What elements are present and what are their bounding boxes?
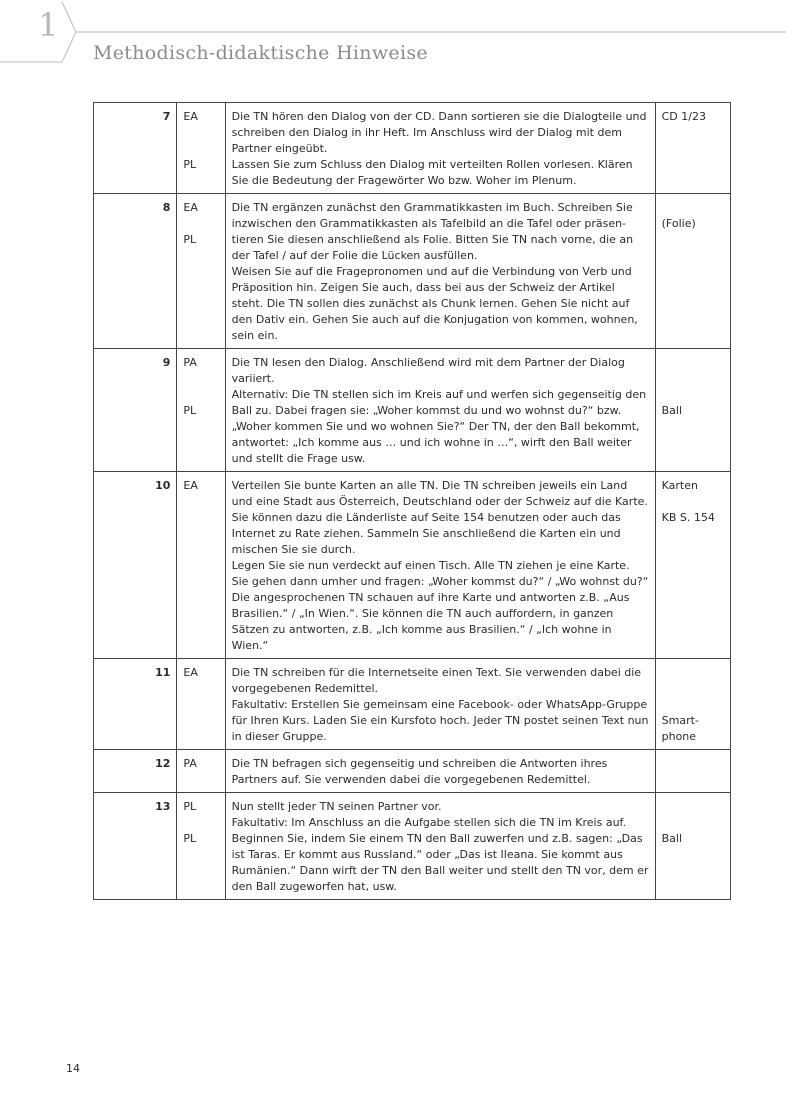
materials-cell	[655, 349, 730, 472]
step-number: 11	[94, 659, 177, 750]
table-row	[94, 793, 731, 900]
instruction-cell	[225, 659, 655, 750]
materials-cell	[655, 793, 730, 900]
material-item	[662, 200, 724, 216]
material-item	[662, 665, 724, 681]
instruction-paragraph: Fakultativ: Im Anschluss an die Aufgabe stellen sich die TN im Kreis auf. Beginnen Sie, indem Sie einem TN den Ball zuwerfen und z.B. sagen: „Das ist Taras. Er kommt aus Russland.“ oder „Das ist Ileana. Sie kommt aus Rumänien.“ Dann wirft der TN den Ball weiter und stellt den TN vor, dem er den Ball zugeworfen hat, usw.	[231, 816, 649, 893]
material-item: CD 1/23	[661, 110, 706, 123]
material-item: Ball	[661, 404, 683, 417]
social-form: PA	[183, 757, 197, 770]
table-row	[94, 349, 731, 472]
material-item	[662, 371, 724, 387]
social-form	[183, 815, 218, 831]
material-item	[662, 815, 724, 831]
social-form: PL	[183, 800, 197, 813]
social-form-cell	[177, 194, 225, 349]
step-number: 9	[94, 349, 177, 472]
material-item: (Folie)	[661, 217, 696, 230]
materials-cell	[655, 472, 730, 659]
social-form	[183, 387, 218, 403]
instruction-paragraph: Fakultativ: Erstellen Sie gemeinsam eine Facebook- oder WhatsApp-Gruppe für Ihren Kurs. Laden Sie ein Kursfoto hoch. Jeder TN postet seinen Text nun in dieser Gruppe.	[231, 698, 649, 743]
material-item	[662, 387, 724, 403]
page-title: Methodisch-didaktische Hinweise	[93, 42, 428, 64]
table-row	[94, 659, 731, 750]
social-form: PL	[183, 158, 197, 171]
instruction-paragraph: Alternativ: Die TN stellen sich im Kreis auf und werfen sich gegenseitig den Ball zu. Dabei fragen sie: „Woher kommst du und wo wohnst du?“ bzw. „Woher kommen Sie und wo wohnen Sie?“ Der TN, der den Ball bekommt, antwortet: „Ich komme aus … und ich wohne in …“, wirft den Ball weiter und stellt die Frage usw.	[231, 388, 647, 465]
material-item	[662, 697, 724, 713]
social-form: PL	[183, 233, 197, 246]
instruction-cell	[225, 194, 655, 349]
material-item: phone	[661, 730, 697, 743]
instruction-paragraph: Die TN schreiben für die Internetseite einen Text. Sie verwenden dabei die vorgegebenen Redemittel.	[231, 666, 642, 695]
social-form	[183, 141, 218, 157]
material-item: KB S. 154	[661, 511, 715, 524]
instruction-paragraph: Die TN hören den Dialog von der CD. Dann sortieren sie die Dialogteile und schreiben den Dialog in ihr Heft. Im Anschluss wird der Dialog mit dem Partner eingeübt.	[231, 110, 647, 155]
instruction-paragraph: Weisen Sie auf die Fragepronomen und auf die Verbindung von Verb und Präposition hin. Zeigen Sie auch, dass bei aus der Schweiz der Artikel steht. Die TN sollen dies zunächst als Chunk lernen. Gehen Sie nicht auf den Dativ ein. Gehen Sie auch auf die Konjugation von kommen, wohnen, sein ein.	[231, 265, 638, 342]
instruction-paragraph: Legen Sie sie nun verdeckt auf einen Tisch. Alle TN ziehen je eine Karte. Sie gehen dann umher und fragen: „Woher kommst du?“ / „Wo wohnst du?“ Die angesprochenen TN schauen auf ihre Karte und antworten z.B. „Aus Brasilien.“ / „In Wien.“. Sie können die TN auch auffordern, in ganzen Sätzen zu antworten, z.B. „Ich komme aus Brasilien.“ / „Ich wohne in Wien.“	[231, 559, 649, 652]
social-form-cell	[177, 750, 225, 793]
social-form: EA	[183, 110, 198, 123]
step-number: 8	[94, 194, 177, 349]
material-item	[662, 494, 724, 510]
table-row	[94, 194, 731, 349]
material-item	[662, 355, 724, 371]
social-form: PA	[183, 356, 197, 369]
material-item: Smart-	[661, 714, 699, 727]
material-item: Ball	[661, 832, 683, 845]
material-item	[662, 799, 724, 815]
step-number: 7	[94, 103, 177, 194]
social-form: EA	[183, 201, 198, 214]
material-item: Karten	[661, 479, 698, 492]
instruction-cell	[225, 103, 655, 194]
step-number: 12	[94, 750, 177, 793]
page-number: 14	[66, 1062, 80, 1075]
instruction-cell	[225, 793, 655, 900]
instruction-paragraph: Lassen Sie zum Schluss den Dialog mit verteilten Rollen vorlesen. Klären Sie die Bedeutung der Fragewörter Wo bzw. Woher im Plenum.	[231, 158, 633, 187]
social-form-cell	[177, 472, 225, 659]
social-form-cell	[177, 103, 225, 194]
step-number: 13	[94, 793, 177, 900]
social-form	[183, 216, 218, 232]
materials-cell	[655, 659, 730, 750]
social-form-cell	[177, 659, 225, 750]
table-row	[94, 750, 731, 793]
lesson-table	[93, 102, 731, 900]
step-number: 10	[94, 472, 177, 659]
social-form	[183, 125, 218, 141]
instruction-cell	[225, 472, 655, 659]
material-item	[662, 681, 724, 697]
instruction-paragraph: Nun stellt jeder TN seinen Partner vor.	[231, 800, 442, 813]
instruction-paragraph: Die TN lesen den Dialog. Anschließend wird mit dem Partner der Dialog variiert.	[231, 356, 625, 385]
social-form-cell	[177, 793, 225, 900]
chapter-number: 1	[38, 6, 59, 44]
instruction-paragraph: Die TN ergänzen zunächst den Grammatikkasten im Buch. Schreiben Sie inzwischen den Grammatikkasten als Tafelbild an die Tafel oder präsen-tieren Sie diesen anschließend als Folie. Bitten Sie TN nach vorne, die an der Tafel / auf der Folie die Lücken ausfüllen.	[231, 201, 634, 262]
materials-cell	[655, 103, 730, 194]
materials-cell	[655, 194, 730, 349]
social-form: EA	[183, 666, 198, 679]
table-row	[94, 103, 731, 194]
instruction-cell	[225, 349, 655, 472]
materials-cell	[655, 750, 730, 793]
social-form: EA	[183, 479, 198, 492]
instruction-cell	[225, 750, 655, 793]
instruction-paragraph: Die TN befragen sich gegenseitig und schreiben die Antworten ihres Partners auf. Sie verwenden dabei die vorgegebenen Redemittel.	[231, 757, 608, 786]
table-row	[94, 472, 731, 659]
instruction-paragraph: Verteilen Sie bunte Karten an alle TN. Die TN schreiben jeweils ein Land und eine Stadt aus Österreich, Deutschland oder der Schweiz auf die Karte. Sie können dazu die Länderliste auf Seite 154 benutzen oder auch das Internet zu Rate ziehen. Sammeln Sie anschließend die Karten ein und mischen Sie sie durch.	[231, 479, 648, 556]
social-form	[183, 371, 218, 387]
social-form-cell	[177, 349, 225, 472]
social-form: PL	[183, 832, 197, 845]
social-form: PL	[183, 404, 197, 417]
